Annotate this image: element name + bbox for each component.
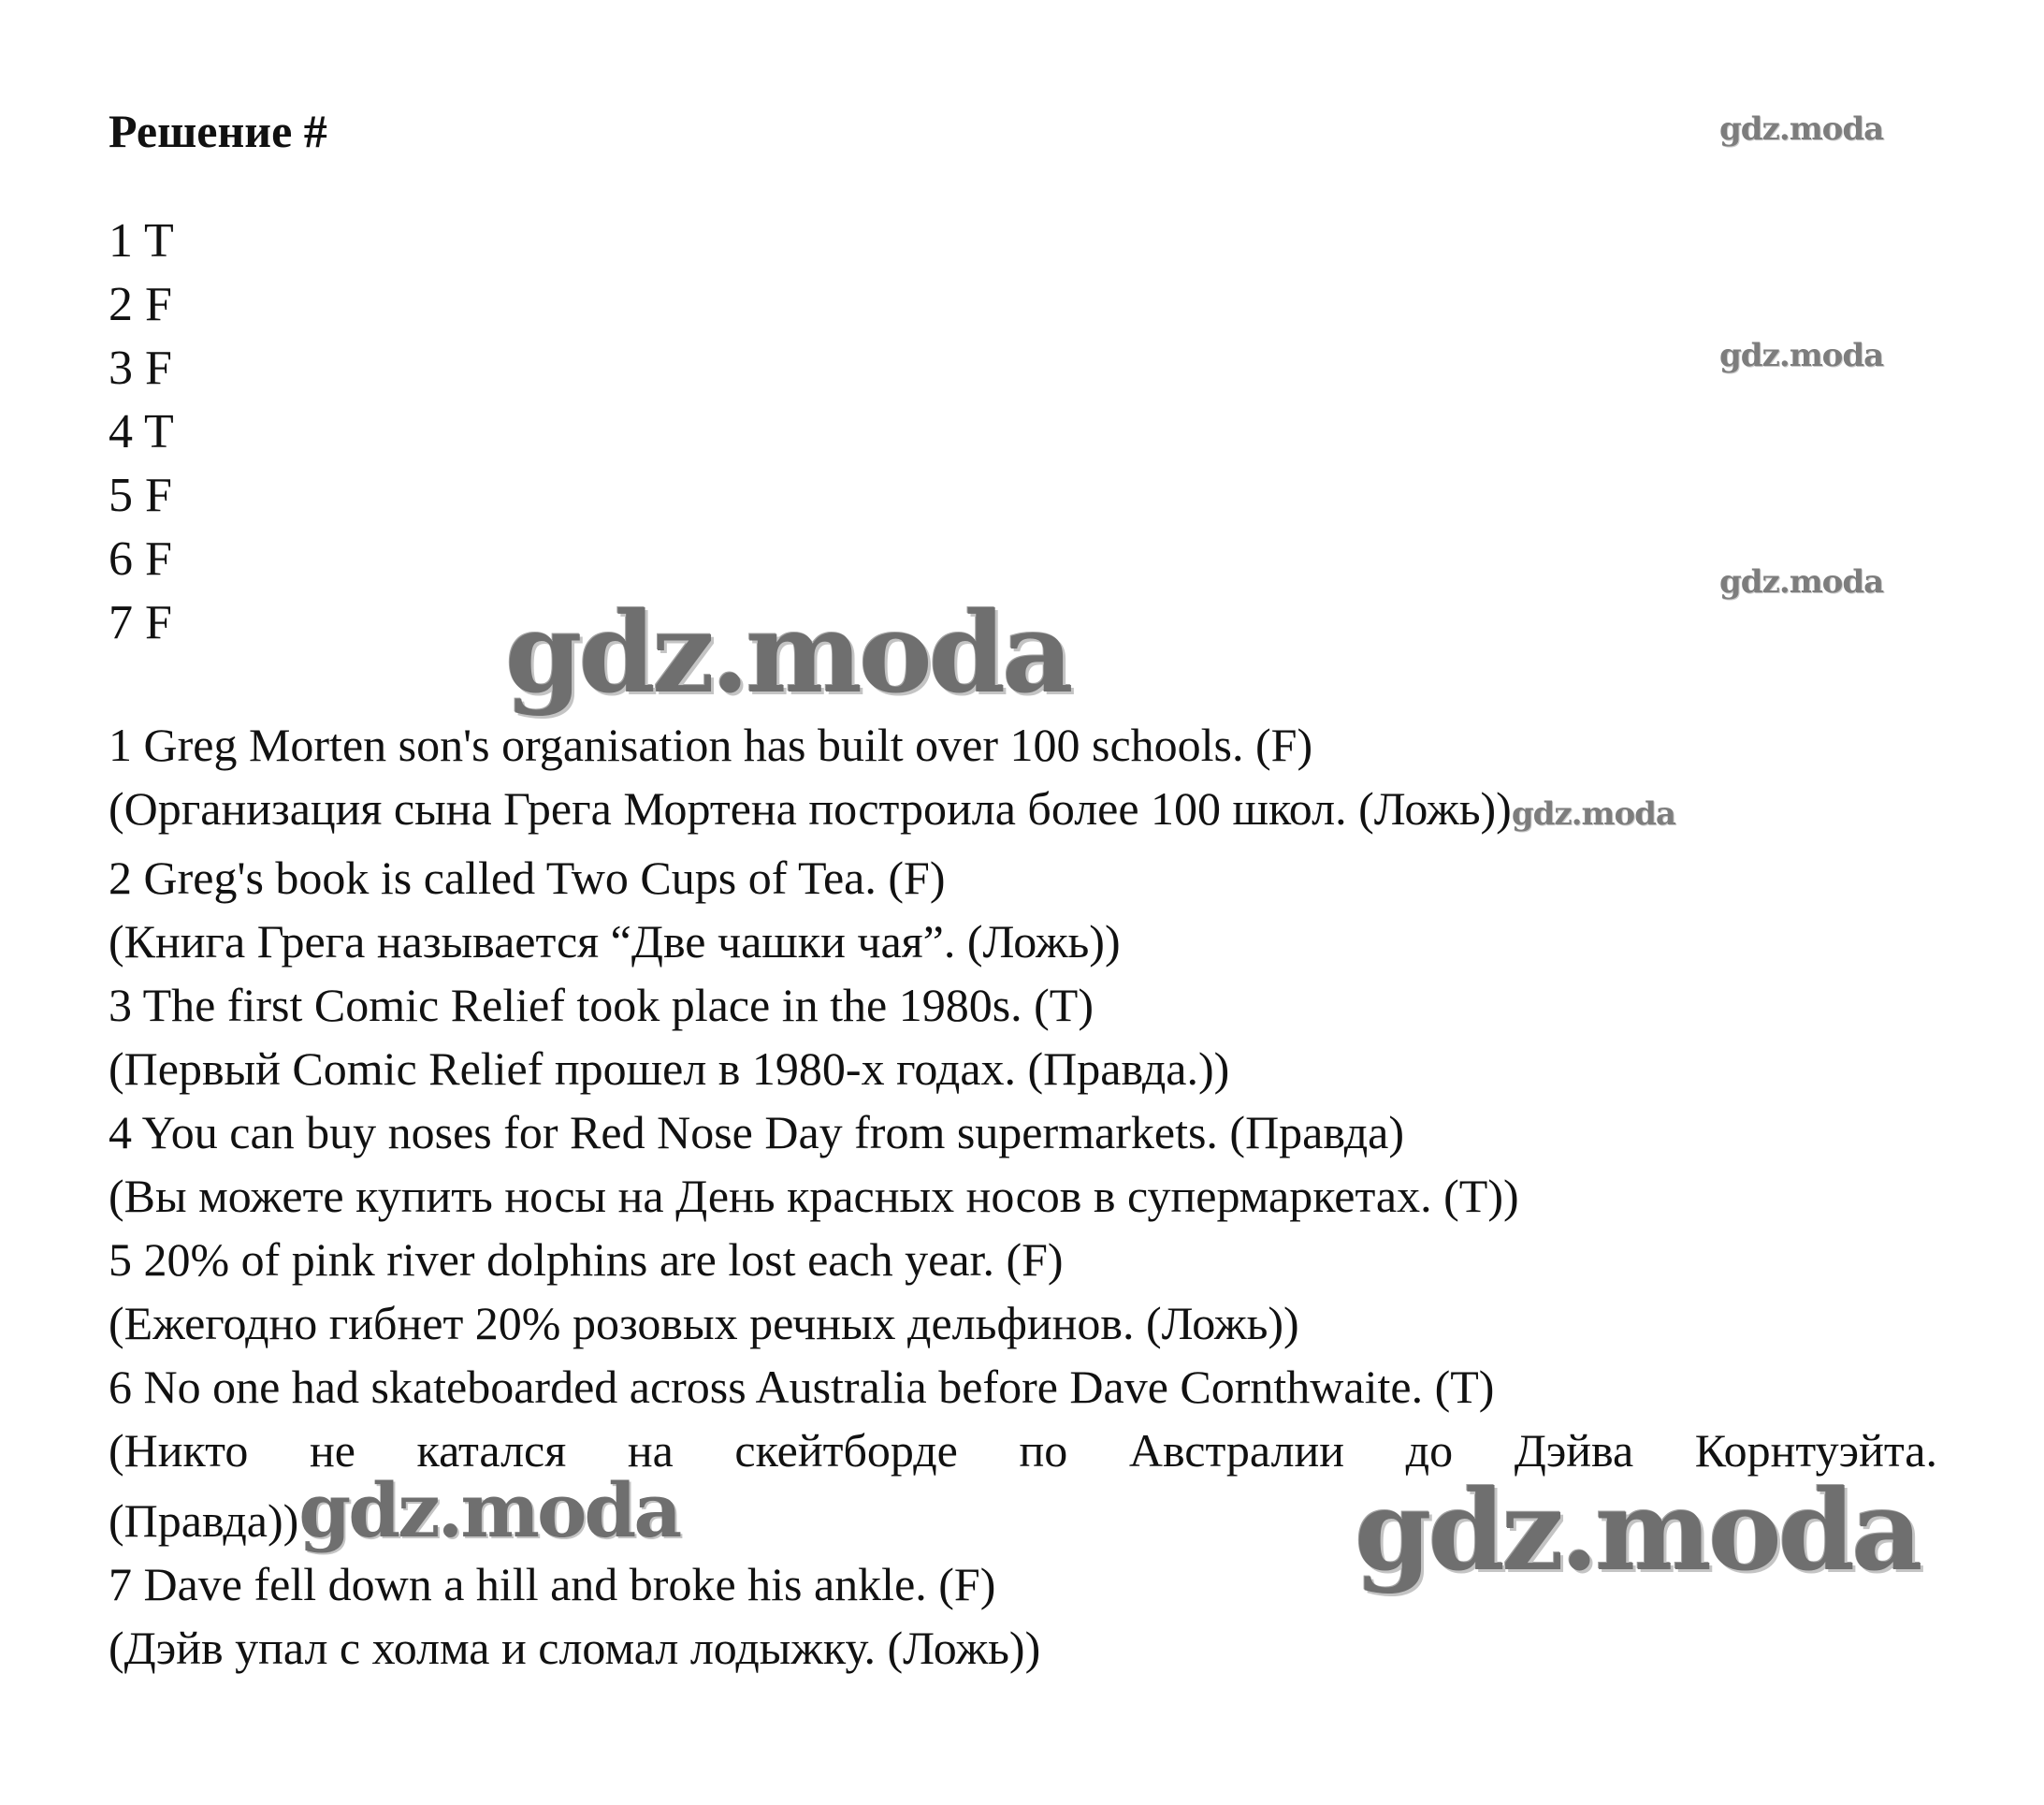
answer-item: 2 F (109, 278, 172, 331)
answer-item: 7 F (109, 596, 172, 649)
watermark-inline: gdz.moda (298, 1466, 680, 1554)
answer-item: 4 T (109, 405, 174, 459)
statement-2: 2 Greg's book is called Two Cups of Tea. (F) (109, 852, 946, 904)
statement-6: 6 No one had skateboarded across Australia before Dave Cornthwaite. (T) (109, 1361, 1495, 1413)
translation-3: (Первый Comic Relief прошел в 1980-х годах. (Правда.)) (109, 1042, 1230, 1095)
translation-6-text: (Никто не катался на скейтборде по Австралии до Дэйва Корнтуэйта. (Правда)) (109, 1424, 1937, 1547)
watermark: gdz.moda (1719, 563, 1884, 601)
translation-5: (Ежегодно гибнет 20% розовых речных дельфинов. (Ложь)) (109, 1297, 1299, 1349)
watermark: gdz.moda (1719, 337, 1884, 374)
translation-1 (109, 777, 1937, 846)
answer-item: 6 F (109, 532, 172, 586)
watermark-inline: gdz.moda (1511, 795, 1675, 833)
translation-4: (Вы можете купить носы на День красных носов в супермаркетах. (T)) (109, 1170, 1519, 1222)
statement-3: 3 The first Comic Relief took place in the 1980s. (T) (109, 979, 1094, 1031)
watermark: gdz.moda (505, 588, 1070, 718)
translation-1-text: (Организация сына Грега Мортена построила более 100 школ. (Ложь)) (109, 782, 1512, 835)
translation-2: (Книга Грега называется “Две чашки чая”. (Ложь)) (109, 915, 1121, 968)
statement-4: 4 You can buy noses for Red Nose Day from supermarkets. (Правда) (109, 1106, 1405, 1158)
solution-heading: Решение # (109, 105, 327, 157)
statement-1: 1 Greg Morten son's organisation has built over 100 schools. (F) (109, 719, 1313, 771)
statement-5: 5 20% of pink river dolphins are lost each year. (F) (109, 1233, 1064, 1286)
answer-item: 3 F (109, 342, 172, 395)
answer-list (109, 210, 174, 655)
watermark: gdz.moda (1355, 1465, 1920, 1595)
watermark: gdz.moda (1719, 110, 1884, 148)
answer-item: 5 F (109, 469, 172, 522)
translation-7: (Дэйв упал с холма и сломал лодыжку. (Ложь)) (109, 1622, 1041, 1674)
answer-item: 1 T (109, 214, 174, 268)
statement-7: 7 Dave fell down a hill and broke his ankle. (F) (109, 1558, 996, 1610)
